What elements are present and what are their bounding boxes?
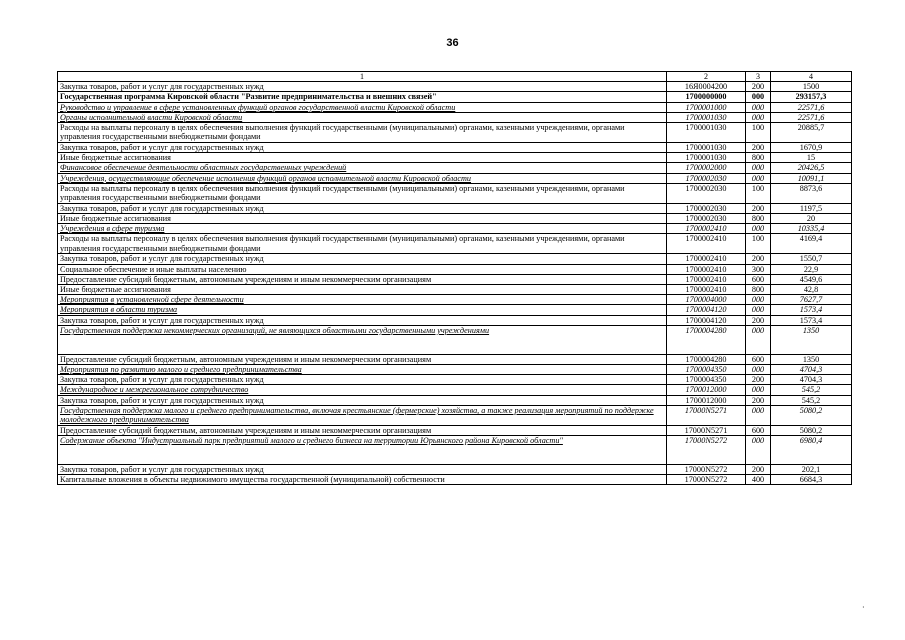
table-row [58,102,852,112]
row-type: 200 [746,465,771,475]
table-row [58,425,852,435]
row-amount: 5080,2 [771,405,852,425]
row-code: 1700002410 [667,224,746,234]
table-row [58,183,852,203]
row-code: 1700002410 [667,285,746,295]
row-amount: 1670,9 [771,143,852,153]
table-row [58,395,852,405]
table-row [58,224,852,234]
row-amount: 545,2 [771,395,852,405]
table-row [58,436,852,465]
row-type: 400 [746,475,771,485]
row-description: Предоставление субсидий бюджетным, автономным учреждениям и иным некоммерческим организациям [58,354,667,364]
table-row [58,405,852,425]
row-code: 1700004120 [667,315,746,325]
row-code: 1700001030 [667,153,746,163]
table-header-row [58,72,852,82]
budget-table [57,71,852,485]
row-amount: 202,1 [771,465,852,475]
table-row [58,143,852,153]
row-type: 300 [746,264,771,274]
row-type: 000 [746,405,771,425]
row-code: 1700002030 [667,173,746,183]
row-amount: 293157,3 [771,92,852,102]
table-row [58,375,852,385]
row-code: 1700001000 [667,102,746,112]
row-code: 1700004280 [667,354,746,364]
row-amount: 10335,4 [771,224,852,234]
row-type: 600 [746,274,771,284]
table-row [58,385,852,395]
table-row [58,163,852,173]
row-code: 1700004350 [667,365,746,375]
table-row [58,123,852,143]
row-description: Органы исполнительной власти Кировской области [58,112,667,122]
row-type: 000 [746,365,771,375]
row-description: Мероприятия в области туризма [58,305,667,315]
row-code: 1700002030 [667,214,746,224]
margin-mark: · [862,603,865,612]
row-code: 1700002410 [667,274,746,284]
row-type: 200 [746,82,771,92]
row-description: Государственная поддержка некоммерческих организаций, не являющихся областными государственными учреждениями [58,325,667,354]
row-type: 200 [746,203,771,213]
row-amount: 20426,5 [771,163,852,173]
table-row [58,254,852,264]
row-type: 000 [746,102,771,112]
row-type: 000 [746,385,771,395]
row-type: 000 [746,112,771,122]
row-description: Содержание объекта "Индустриальный парк предприятий малого и среднего бизнеса на территории Юрьянского района Кировской области" [58,436,667,465]
header-col-type: 3 [746,72,771,82]
row-code: 1700012000 [667,395,746,405]
row-amount: 22571,6 [771,112,852,122]
row-code: 1700001030 [667,143,746,153]
row-description: Иные бюджетные ассигнования [58,285,667,295]
row-description: Закупка товаров, работ и услуг для государственных нужд [58,143,667,153]
row-type: 000 [746,325,771,354]
table-row [58,274,852,284]
row-description: Закупка товаров, работ и услуг для государственных нужд [58,395,667,405]
row-type: 800 [746,285,771,295]
row-amount: 22,9 [771,264,852,274]
row-amount: 10091,1 [771,173,852,183]
row-amount: 1500 [771,82,852,92]
row-amount: 20885,7 [771,123,852,143]
row-code: 1700002030 [667,183,746,203]
row-type: 100 [746,123,771,143]
row-amount: 22571,6 [771,102,852,112]
row-description: Иные бюджетные ассигнования [58,153,667,163]
row-description: Учреждения, осуществляющие обеспечение исполнения функций органов исполнительной власти Кировской области [58,173,667,183]
row-amount: 8873,6 [771,183,852,203]
row-code: 1700000000 [667,92,746,102]
row-amount: 545,2 [771,385,852,395]
row-amount: 4704,3 [771,375,852,385]
row-type: 000 [746,92,771,102]
header-col-amount: 4 [771,72,852,82]
row-code: 17000N5272 [667,475,746,485]
row-code: 17000N5271 [667,405,746,425]
row-description: Государственная поддержка малого и среднего предпринимательства, включая крестьянские (фермерские) хозяйства, а также реализация мероприятий по поддержке молодежного предпринимательства [58,405,667,425]
table-row [58,173,852,183]
row-amount: 1573,4 [771,315,852,325]
row-type: 000 [746,173,771,183]
row-code: 1700002410 [667,234,746,254]
header-col-code: 2 [667,72,746,82]
table-row [58,475,852,485]
row-description: Капитальные вложения в объекты недвижимого имущества государственной (муниципальной) собственности [58,475,667,485]
row-amount: 42,8 [771,285,852,295]
table-row [58,354,852,364]
row-code: 17000N5272 [667,465,746,475]
row-code: 1700004350 [667,375,746,385]
row-amount: 1573,4 [771,305,852,315]
table-row [58,295,852,305]
row-description: Закупка товаров, работ и услуг для государственных нужд [58,375,667,385]
row-description: Учреждения в сфере туризма [58,224,667,234]
row-description: Закупка товаров, работ и услуг для государственных нужд [58,465,667,475]
row-code: 1700004120 [667,305,746,315]
row-type: 200 [746,254,771,264]
row-description: Социальное обеспечение и иные выплаты населению [58,264,667,274]
row-code: 1700002410 [667,254,746,264]
row-description: Международное и межрегиональное сотрудничество [58,385,667,395]
row-type: 000 [746,305,771,315]
row-description: Мероприятия в установленной сфере деятельности [58,295,667,305]
row-code: 1700004280 [667,325,746,354]
table-row [58,305,852,315]
table-row [58,465,852,475]
row-type: 800 [746,153,771,163]
row-type: 800 [746,214,771,224]
row-type: 200 [746,315,771,325]
row-amount: 4169,4 [771,234,852,254]
row-amount: 6684,3 [771,475,852,485]
row-amount: 1550,7 [771,254,852,264]
row-type: 600 [746,425,771,435]
row-amount: 15 [771,153,852,163]
row-code: 1700001030 [667,123,746,143]
row-code: 1700001030 [667,112,746,122]
row-amount: 4704,3 [771,365,852,375]
row-code: 1700002000 [667,163,746,173]
row-amount: 5080,2 [771,425,852,435]
table-row [58,365,852,375]
table-row [58,325,852,354]
row-description: Иные бюджетные ассигнования [58,214,667,224]
row-description: Закупка товаров, работ и услуг для государственных нужд [58,82,667,92]
row-code: 1700002410 [667,264,746,274]
row-code: 1700012000 [667,385,746,395]
row-code: 17000N5272 [667,436,746,465]
row-description: Мероприятия по развитию малого и среднего предпринимательства [58,365,667,375]
row-description: Руководство и управление в сфере установленных функций органов государственной власти Кировской области [58,102,667,112]
row-description: Закупка товаров, работ и услуг для государственных нужд [58,203,667,213]
row-type: 200 [746,375,771,385]
row-description: Расходы на выплаты персоналу в целях обеспечения выполнения функций государственными (муниципальными) органами, казенными учреждениями, органами управления государственными внебюджетными фондами [58,234,667,254]
row-type: 600 [746,354,771,364]
table-row [58,203,852,213]
row-code: 1700004000 [667,295,746,305]
row-type: 000 [746,295,771,305]
page-number: 36 [446,37,459,49]
row-type: 000 [746,224,771,234]
row-description: Закупка товаров, работ и услуг для государственных нужд [58,315,667,325]
row-type: 200 [746,395,771,405]
row-description: Закупка товаров, работ и услуг для государственных нужд [58,254,667,264]
row-description: Расходы на выплаты персоналу в целях обеспечения выполнения функций государственными (муниципальными) органами, казенными учреждениями, органами управления государственными внебюджетными фондами [58,183,667,203]
row-amount: 7627,7 [771,295,852,305]
row-description: Расходы на выплаты персоналу в целях обеспечения выполнения функций государственными (муниципальными) органами, казенными учреждениями, органами управления государственными внебюджетными фондами [58,123,667,143]
row-amount: 1197,5 [771,203,852,213]
table-row [58,234,852,254]
row-description: Предоставление субсидий бюджетным, автономным учреждениям и иным некоммерческим организациям [58,425,667,435]
row-description: Государственная программа Кировской области "Развитие предпринимательства и внешних связей" [58,92,667,102]
row-amount: 1350 [771,354,852,364]
table-row [58,82,852,92]
row-amount: 1350 [771,325,852,354]
row-description: Финансовое обеспечение деятельности областных государственных учреждений [58,163,667,173]
header-col-description: 1 [58,72,667,82]
table-row [58,315,852,325]
row-description: Предоставление субсидий бюджетным, автономным учреждениям и иным некоммерческим организациям [58,274,667,284]
table-row [58,214,852,224]
table-row [58,153,852,163]
row-code: 17000N5271 [667,425,746,435]
table-row [58,92,852,102]
table-row [58,264,852,274]
row-code: 16Я0004200 [667,82,746,92]
row-type: 200 [746,143,771,153]
row-type: 100 [746,183,771,203]
row-amount: 4549,6 [771,274,852,284]
table-row [58,112,852,122]
row-type: 000 [746,436,771,465]
row-amount: 20 [771,214,852,224]
row-type: 000 [746,163,771,173]
row-code: 1700002030 [667,203,746,213]
row-amount: 6980,4 [771,436,852,465]
table-row [58,285,852,295]
row-type: 100 [746,234,771,254]
